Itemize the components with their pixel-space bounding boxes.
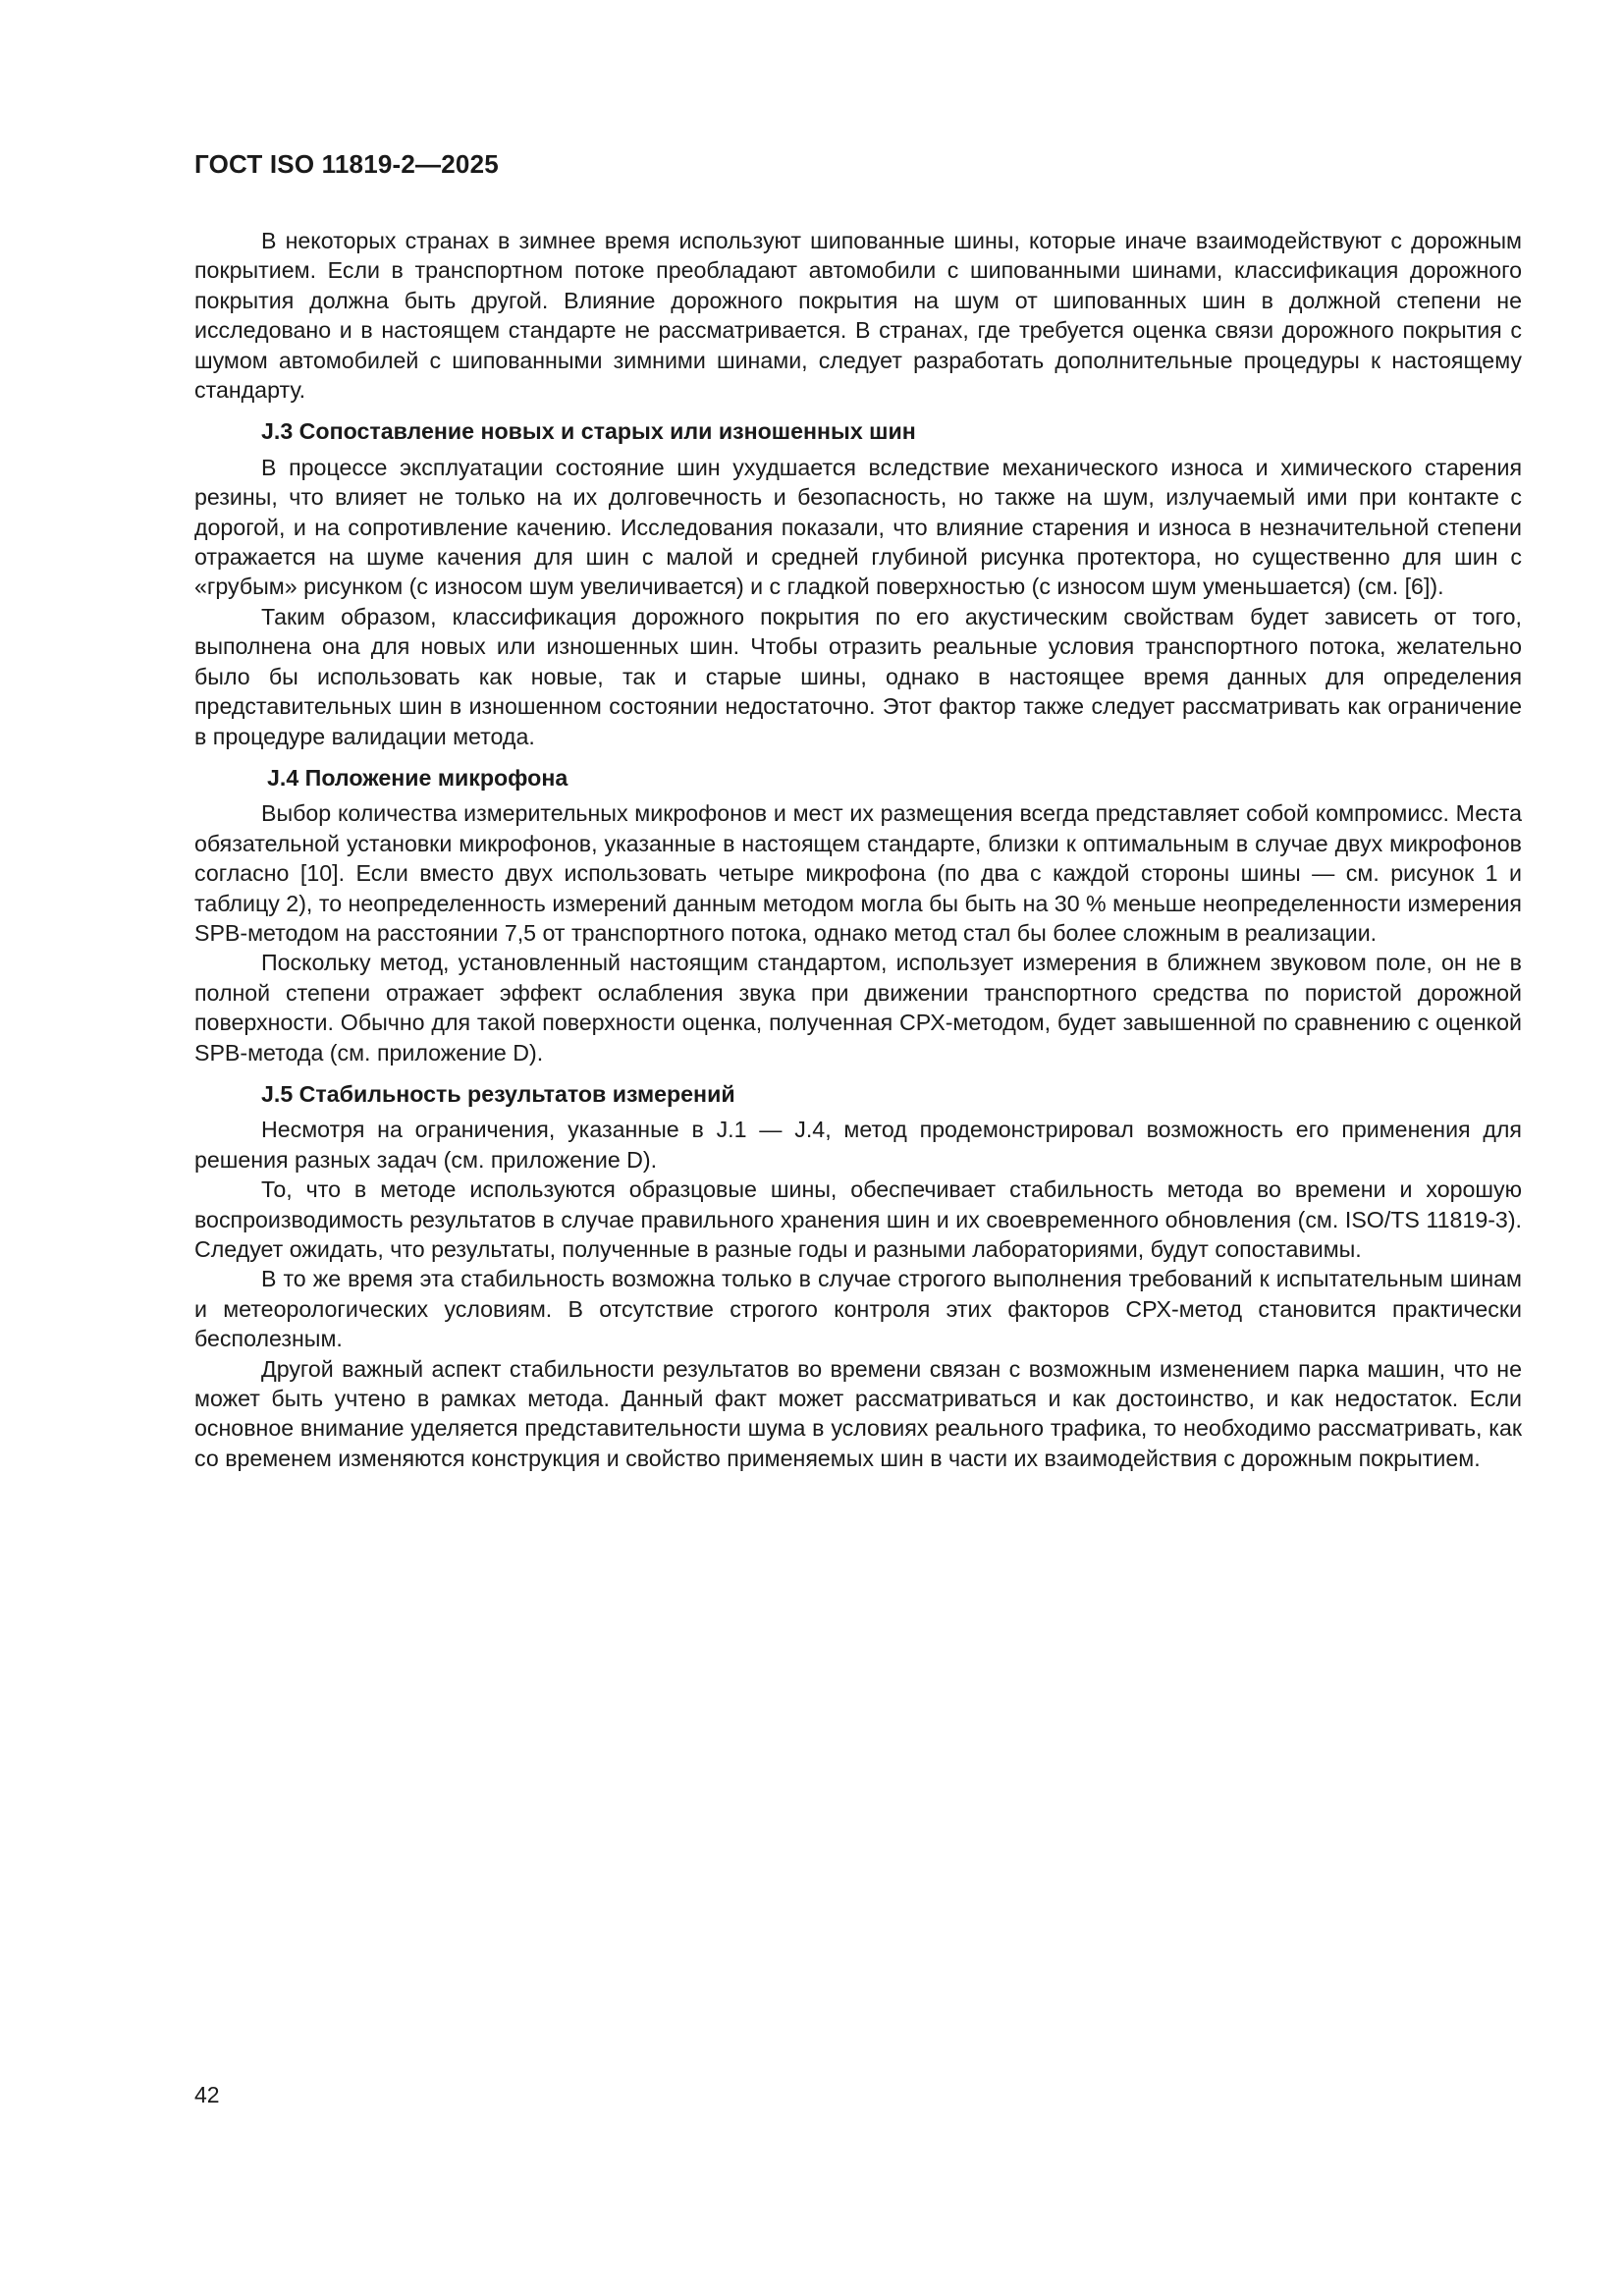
j5-paragraph-3: В то же время эта стабильность возможна только в случае строгого выполнения требований к испытательным шинам и метеорологических условиям. В отсутствие строгого контроля этих факторов СРХ-метод становится практически бесполезным. bbox=[194, 1266, 1522, 1352]
document-body bbox=[194, 226, 1522, 1473]
page-number: 42 bbox=[194, 2082, 220, 2107]
j5-paragraph-2: То, что в методе используются образцовые шины, обеспечивает стабильность метода во времени и хорошую воспроизводимость результатов в случае правильного хранения шин и их своевременного обновления (см. ISO/TS 11819-3). Следует ожидать, что результаты, полученные в разные годы и разными лабораториями, будут сопоставимы. bbox=[194, 1176, 1522, 1262]
j4-paragraph-2: Поскольку метод, установленный настоящим стандартом, использует измерения в ближнем звуковом поле, он не в полной степени отражает эффект ослабления звука при движении транспортного средства по пористой дорожной поверхности. Обычно для такой поверхности оценка, полученная СРХ-методом, будет завышенной по сравнению с оценкой SPB-метода (см. приложение D). bbox=[194, 950, 1522, 1066]
section-heading-j3: J.3 Сопоставление новых и старых или изношенных шин bbox=[261, 418, 916, 445]
section-heading-j4: J.4 Положение микрофона bbox=[267, 764, 568, 791]
j3-paragraph-2: Таким образом, классификация дорожного покрытия по его акустическим свойствам будет зависеть от того, выполнена она для новых или изношенных шин. Чтобы отразить реальные условия транспортного потока, желательно было бы использовать как новые, так и старые шины, однако в настоящее время данных для определения представительных шин в изношенном состоянии недостаточно. Этот фактор также следует рассматривать как ограничение в процедуре валидации метода. bbox=[194, 603, 1522, 749]
intro-paragraph: В некоторых странах в зимнее время используют шипованные шины, которые иначе взаимодействуют с дорожным покрытием. Если в транспортном потоке преобладают автомобили с шипованными шинами, классификация дорожного покрытия должна быть другой. Влияние дорожного покрытия на шум от шипованных шин в должной степени не исследовано и в настоящем стандарте не рассматривается. В странах, где требуется оценка связи дорожного покрытия с шумом автомобилей с шипованными зимними шинами, следует разработать дополнительные процедуры к настоящему стандарту. bbox=[194, 228, 1522, 404]
j5-paragraph-4: Другой важный аспект стабильности результатов во времени связан с возможным изменением парка машин, что не может быть учтено в рамках метода. Данный факт может рассматриваться и как достоинство, и как недостаток. Если основное внимание уделяется представительности шума в условиях реального трафика, то необходимо рассматривать, как со временем изменяются конструкция и свойство применяемых шин в части их взаимодействия с дорожным покрытием. bbox=[194, 1355, 1522, 1471]
j4-paragraph-1: Выбор количества измерительных микрофонов и мест их размещения всегда представляет собой компромисс. Места обязательной установки микрофонов, указанные в настоящем стандарте, близки к оптимальным в случае двух микрофонов согласно [10]. Если вместо двух использовать четыре микрофона (по два с каждой стороны шины — см. рисунок 1 и таблицу 2), то неопределенность измерений данным методом могла бы быть на 30 % меньше неопределенности измерения SPB-методом на расстоянии 7,5 от транспортного потока, однако метод стал бы более сложным в реализации. bbox=[194, 800, 1522, 946]
document-header: ГОСТ ISO 11819-2—2025 bbox=[194, 149, 499, 179]
j3-paragraph-1: В процессе эксплуатации состояние шин ухудшается вследствие механического износа и химического старения резины, что влияет не только на их долговечность и безопасность, но также на шум, излучаемый ими при контакте с дорогой, и на сопротивление качению. Исследования показали, что влияние старения и износа в незначительной степени отражается на шуме качения для шин с малой и средней глубиной рисунка протектора, но существенно для шин с «грубым» рисунком (с износом шум увеличивается) и с гладкой поверхностью (с износом шум уменьшается) (см. [6]). bbox=[194, 454, 1522, 600]
section-heading-j5: J.5 Стабильность результатов измерений bbox=[261, 1080, 735, 1107]
j5-paragraph-1: Несмотря на ограничения, указанные в J.1 — J.4, метод продемонстрировал возможность его применения для решения разных задач (см. приложение D). bbox=[194, 1117, 1522, 1173]
